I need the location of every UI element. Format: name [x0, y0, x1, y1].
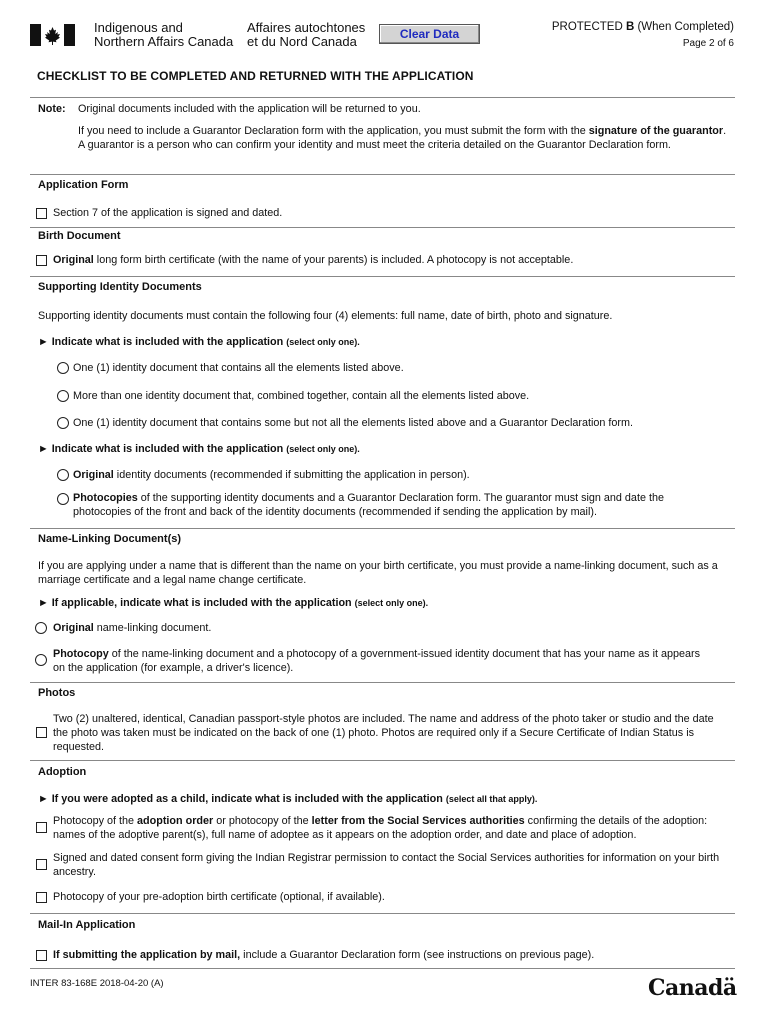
checkbox-birth-certificate[interactable]	[36, 255, 47, 266]
checkbox-adoption-order[interactable]	[36, 822, 47, 833]
canada-wordmark: Canadä	[648, 975, 737, 1001]
note-line-1: Original documents included with the application will be returned to you.	[78, 103, 421, 115]
identity-option-4-label: Original identity documents (recommended if submitting the application in person).	[73, 469, 470, 481]
photos-heading: Photos	[38, 687, 76, 699]
birth-document-heading: Birth Document	[38, 230, 121, 242]
checkbox-consent-form[interactable]	[36, 859, 47, 870]
divider	[30, 174, 735, 175]
checkbox-section7-signed[interactable]	[36, 208, 47, 219]
radio-original-name-linking[interactable]	[35, 622, 47, 634]
protected-label: PROTECTED B (When Completed)	[551, 21, 734, 33]
section7-label: Section 7 of the application is signed and dated.	[53, 207, 283, 219]
radio-multiple-documents[interactable]	[57, 390, 69, 402]
mail-in-label: If submitting the application by mail, include a Guarantor Declaration form (see instructions on previous page).	[53, 949, 595, 961]
identity-documents-heading: Supporting Identity Documents	[38, 281, 202, 293]
divider	[30, 968, 735, 969]
department-name-english: Indigenous and Northern Affairs Canada	[94, 20, 234, 49]
department-name-french: Affaires autochtones et du Nord Canada	[247, 20, 366, 49]
name-linking-heading: Name-Linking Document(s)	[38, 533, 182, 545]
divider	[30, 682, 735, 683]
checkbox-mail-in-guarantor[interactable]	[36, 950, 47, 961]
identity-intro: Supporting identity documents must contain the following four (4) elements: full name, date of birth, photo and signature.	[38, 310, 613, 322]
note-guarantor-paragraph: If you need to include a Guarantor Declaration form with the application, you must submit the form with the signature of the guarantor. A guarantor is a person who can confirm your identity and must meet the criteria detailed on the Guarantor Declaration form.	[78, 125, 727, 151]
divider	[30, 760, 735, 761]
identity-option-2-label: More than one identity document that, combined together, contain all the elements listed above.	[73, 390, 530, 402]
radio-photocopy-name-linking[interactable]	[35, 654, 47, 666]
divider	[30, 97, 735, 98]
radio-one-document-all-elements[interactable]	[57, 362, 69, 374]
checkbox-pre-adoption-certificate[interactable]	[36, 892, 47, 903]
photos-label: Two (2) unaltered, identical, Canadian passport-style photos are included. The name and address of the photo taker or studio and the date the photo was taken must be indicated on the back of one (1) photo. Photos are required only if a Secure Certificate of Indian Status is requested.	[53, 713, 714, 753]
identity-option-5-label: Photocopies of the supporting identity documents and a Guarantor Declaration form. The guarantor must sign and date the photocopies of the front and back of the identity documents (recommended if sending the application by mail).	[73, 492, 664, 518]
identity-indicate-2: ► Indicate what is included with the application (select only one).	[38, 443, 360, 455]
divider	[30, 528, 735, 529]
page-title: CHECKLIST TO BE COMPLETED AND RETURNED WITH THE APPLICATION	[37, 69, 474, 83]
name-linking-option-2-label: Photocopy of the name-linking document and a photocopy of a government-issued identity document that has your name as it appears on the application (for example, a driver's licence).	[53, 648, 700, 674]
checkbox-photos-included[interactable]	[36, 727, 47, 738]
identity-option-3-label: One (1) identity document that contains some but not all the elements listed above and a Guarantor Declaration form.	[73, 417, 633, 429]
name-linking-intro: If you are applying under a name that is different than the name on your birth certificate, you must provide a name-linking document, such as a marriage certificate and a legal name change certificate.	[38, 560, 718, 586]
radio-partial-document-guarantor[interactable]	[57, 417, 69, 429]
form-code: INTER 83-168E 2018-04-20 (A)	[30, 978, 164, 989]
name-linking-option-1-label: Original name-linking document.	[53, 622, 212, 634]
adoption-option-2-label: Signed and dated consent form giving the Indian Registrar permission to contact the Social Services authorities for information on your birth ancestry.	[53, 852, 720, 878]
name-linking-indicate: ► If applicable, indicate what is included with the application (select only one).	[38, 597, 429, 609]
identity-indicate-1: ► Indicate what is included with the application (select only one).	[38, 336, 360, 348]
divider	[30, 913, 735, 914]
adoption-heading: Adoption	[38, 766, 87, 778]
mail-in-heading: Mail-In Application	[38, 919, 136, 931]
note-label: Note:	[38, 103, 66, 115]
adoption-indicate: ► If you were adopted as a child, indicate what is included with the application (select all that apply).	[38, 793, 538, 805]
radio-photocopies-identity-documents[interactable]	[57, 493, 69, 505]
application-form-heading: Application Form	[38, 179, 129, 191]
divider	[30, 276, 735, 277]
clear-data-button[interactable]: Clear Data	[379, 24, 480, 44]
adoption-option-3-label: Photocopy of your pre-adoption birth certificate (optional, if available).	[53, 891, 385, 903]
adoption-option-1-label: Photocopy of the adoption order or photocopy of the letter from the Social Services authorities confirming the details of the adoption: names of the adoptive parent(s), full name of adoptee as it appears on the adoption order, and date and place of adoption.	[53, 815, 708, 841]
divider	[30, 227, 735, 228]
canada-flag-icon	[30, 24, 75, 46]
identity-option-1-label: One (1) identity document that contains all the elements listed above.	[73, 362, 404, 374]
page-number: Page 2 of 6	[682, 38, 734, 49]
birth-certificate-label: Original long form birth certificate (with the name of your parents) is included. A photocopy is not acceptable.	[53, 254, 574, 266]
radio-original-identity-documents[interactable]	[57, 469, 69, 481]
